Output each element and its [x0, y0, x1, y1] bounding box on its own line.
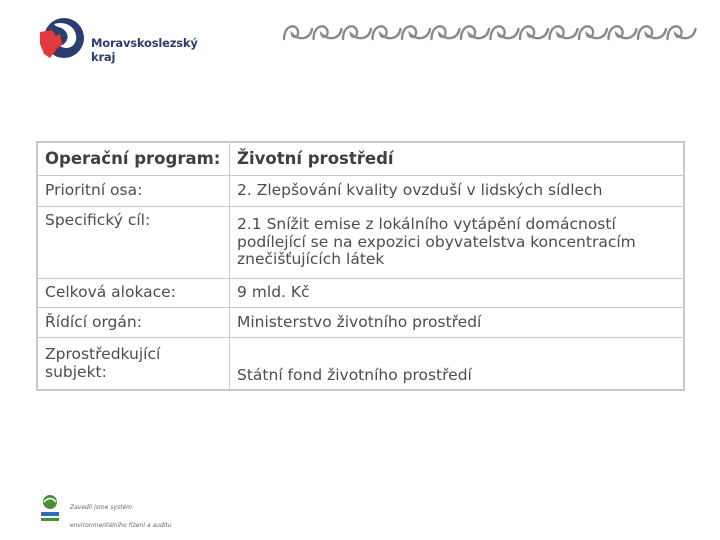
footer-line2: environmentálního řízení a auditu	[70, 522, 172, 529]
program-table	[36, 141, 685, 391]
table-row	[38, 207, 684, 279]
wave-loop	[373, 26, 401, 39]
row-label-intermediary	[38, 338, 230, 390]
row-label-managing-body: Řídící orgán:	[38, 308, 230, 338]
wave-ornament-icon	[280, 17, 698, 47]
wave-loop	[550, 26, 578, 39]
specific-goal-line: znečišťujících látek	[237, 250, 385, 269]
logo-line1: Moravskoslezský	[91, 36, 198, 50]
row-label-priority-axis: Prioritní osa:	[38, 176, 230, 207]
table-row	[38, 279, 684, 308]
wave-loop	[284, 26, 312, 39]
table-row	[38, 176, 684, 207]
specific-goal-line: 2.1 Snížit emise z lokálního vytápění domácností	[237, 215, 616, 234]
intermediary-label-line: subjekt:	[45, 362, 107, 381]
table-row	[38, 308, 684, 338]
header-label: Operační program:	[38, 143, 230, 176]
header-value: Životní prostředí	[230, 143, 684, 176]
wave-loop	[491, 26, 519, 39]
footer-line1: Zavedli jsme systém	[70, 504, 133, 511]
wave-loop	[579, 26, 607, 39]
wave-loop	[402, 26, 430, 39]
region-logo	[36, 14, 206, 64]
region-emblem-icon	[36, 14, 88, 64]
wave-loop	[668, 26, 696, 39]
specific-goal-line: podílející se na expozici obyvatelstva koncentracím	[237, 232, 636, 251]
row-value-allocation: 9 mld. Kč	[230, 279, 684, 308]
wave-loop	[343, 26, 371, 39]
wave-loop	[432, 26, 460, 39]
table-header-row	[38, 143, 684, 176]
wave-loop	[609, 26, 637, 39]
row-label-allocation: Celková alokace:	[38, 279, 230, 308]
row-value-specific-goal	[230, 207, 684, 279]
emas-logo-icon	[38, 493, 62, 527]
wave-loop	[638, 26, 666, 39]
row-value-managing-body: Ministerstvo životního prostředí	[230, 308, 684, 338]
row-value-priority-axis: 2. Zlepšování kvality ovzduší v lidských sídlech	[230, 176, 684, 207]
wave-loop	[314, 26, 342, 39]
logo-line2: kraj	[91, 50, 116, 64]
wave-loop	[461, 26, 489, 39]
table-row	[38, 338, 684, 390]
wave-loop	[520, 26, 548, 39]
intermediary-label-line: Zprostředkující	[45, 345, 161, 363]
row-value-intermediary: Státní fond životního prostředí	[230, 338, 684, 390]
row-label-specific-goal: Specifický cíl:	[38, 207, 230, 279]
